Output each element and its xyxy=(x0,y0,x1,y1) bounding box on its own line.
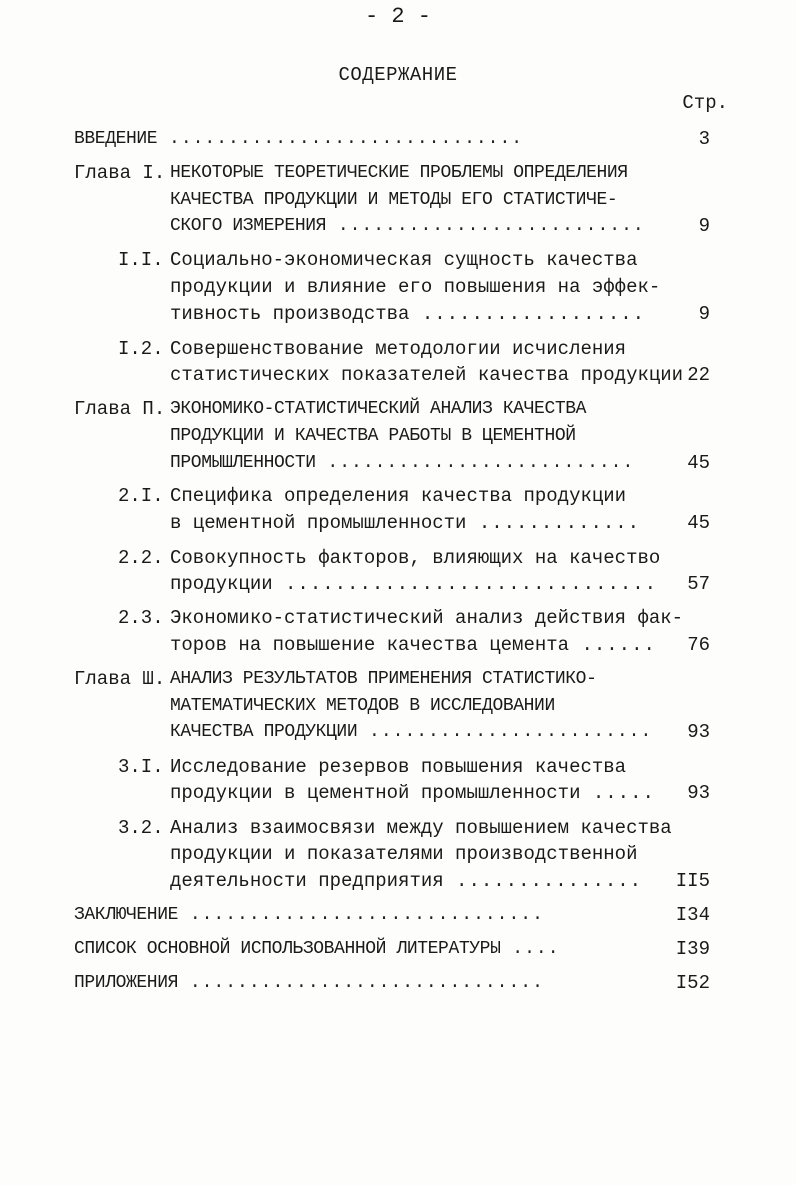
toc-number: Глава Ш. xyxy=(74,668,166,690)
toc-text xyxy=(170,247,637,274)
toc-page-number: 3 xyxy=(698,128,710,150)
toc-text-label: в цементной промышленности xyxy=(170,512,467,534)
toc-line xyxy=(0,213,796,240)
toc-line xyxy=(0,780,796,807)
toc-text-label: МАТЕМАТИЧЕСКИХ МЕТОДОВ В ИССЛЕДОВАНИИ xyxy=(170,696,555,716)
leader-dots: .............................. xyxy=(272,573,658,595)
toc-text-label: тивность производства xyxy=(170,303,410,325)
toc-number: 2.3. xyxy=(118,607,164,629)
toc-number: Глава I. xyxy=(74,162,166,184)
toc-page-number: 57 xyxy=(687,573,710,595)
toc-line xyxy=(0,815,796,842)
toc-text-label: продукции в цементной промышленности xyxy=(170,782,581,804)
toc-line xyxy=(0,187,796,214)
toc-line xyxy=(0,693,796,720)
toc-text xyxy=(170,423,576,450)
toc-page-number: I52 xyxy=(675,972,710,994)
toc-page-number: 76 xyxy=(687,634,710,656)
toc-line xyxy=(0,362,796,389)
toc-number: 3.I. xyxy=(118,756,164,778)
toc-text xyxy=(170,450,634,477)
toc-text-label: Специфика определения качества продукции xyxy=(170,485,627,507)
toc-line xyxy=(0,336,796,363)
toc-text-label: деятельности предприятия xyxy=(170,870,444,892)
leader-dots: .......................... xyxy=(326,216,645,236)
toc-text-label: Социально-экономическая сущность качества xyxy=(170,249,638,271)
toc-text xyxy=(170,632,656,659)
toc-number: 2.I. xyxy=(118,485,164,507)
toc-page-number: 93 xyxy=(687,721,710,743)
toc-text-label: ПРОДУКЦИИ И КАЧЕСТВА РАБОТЫ В ЦЕМЕНТНОЙ xyxy=(170,426,576,446)
toc-text-label: продукции и влияние его повышения на эффек- xyxy=(170,276,661,298)
toc-number: Глава П. xyxy=(74,398,166,420)
toc-text-label: Совершенствование методологии исчисления xyxy=(170,338,627,360)
toc-page-number: I39 xyxy=(675,938,710,960)
toc-text xyxy=(170,605,683,632)
leader-dots: .............................. xyxy=(178,905,544,925)
toc-text xyxy=(170,719,652,746)
toc-line xyxy=(0,666,796,693)
toc-text xyxy=(170,815,672,842)
toc-line xyxy=(0,126,796,153)
toc-text-label: КАЧЕСТВА ПРОДУКЦИИ И МЕТОДЫ ЕГО СТАТИСТИЧЕ- xyxy=(170,190,618,210)
leader-dots: ...... xyxy=(569,634,656,656)
toc-text-label: Совокупность факторов, влияющих на качество xyxy=(170,547,661,569)
toc-line xyxy=(0,450,796,477)
toc-text xyxy=(170,545,660,572)
toc-text xyxy=(74,970,544,997)
toc-line xyxy=(0,605,796,632)
leader-dots: ..... xyxy=(580,782,655,804)
toc-text-label: торов на повышение качества цемента xyxy=(170,634,570,656)
toc-text-label: СКОГО ИЗМЕРЕНИЯ xyxy=(170,216,327,236)
toc-line xyxy=(0,160,796,187)
toc-number: 3.2. xyxy=(118,817,164,839)
toc-line xyxy=(0,970,796,997)
toc-text-label: статистических показателей качества продукции xyxy=(170,364,684,386)
toc-text-label: ПРИЛОЖЕНИЯ xyxy=(74,973,179,993)
leader-dots: ........................ xyxy=(357,722,653,742)
toc-number: I.2. xyxy=(118,338,164,360)
toc-text-label: продукции xyxy=(170,573,273,595)
page-title: СОДЕРЖАНИЕ xyxy=(338,64,458,86)
toc-text xyxy=(170,362,683,389)
toc-line xyxy=(0,632,796,659)
leader-dots: .......................... xyxy=(315,453,635,473)
toc-text xyxy=(74,126,523,153)
toc-text-label: НЕКОТОРЫЕ ТЕОРЕТИЧЕСКИЕ ПРОБЛЕМЫ ОПРЕДЕЛЕНИЯ xyxy=(170,163,628,183)
toc-text-label: ЗАКЛЮЧЕНИЕ xyxy=(74,905,179,925)
page-number: - 2 - xyxy=(364,4,431,29)
toc-text-label: Исследование резервов повышения качества xyxy=(170,756,627,778)
leader-dots: ............... xyxy=(443,870,643,892)
toc-page-number: II5 xyxy=(675,870,710,892)
leader-dots: .............................. xyxy=(157,129,524,149)
toc-text-label: продукции и показателями производственной xyxy=(170,843,638,865)
toc-text xyxy=(170,396,586,423)
toc-page-number: 93 xyxy=(687,782,710,804)
leader-dots: .............................. xyxy=(178,973,544,993)
toc-text xyxy=(170,666,596,693)
toc-line xyxy=(0,571,796,598)
toc-text xyxy=(170,274,660,301)
toc-page-number: 22 xyxy=(687,364,710,386)
toc-text-label: Анализ взаимосвязи между повышением качества xyxy=(170,817,672,839)
toc-text xyxy=(170,841,637,868)
toc-text xyxy=(170,213,645,240)
toc-line xyxy=(0,510,796,537)
toc-line xyxy=(0,247,796,274)
toc-text xyxy=(170,187,617,214)
toc-text xyxy=(170,780,655,807)
leader-dots: .................. xyxy=(409,303,646,325)
toc-text xyxy=(170,336,626,363)
toc-text xyxy=(74,902,544,929)
toc-number: I.I. xyxy=(118,249,164,271)
toc-line xyxy=(0,841,796,868)
toc-number: 2.2. xyxy=(118,547,164,569)
toc-line xyxy=(0,396,796,423)
toc-text-label: ПРОМЫШЛЕННОСТИ xyxy=(170,453,316,473)
toc-line xyxy=(0,902,796,929)
toc-text-label: ВВЕДЕНИЕ xyxy=(74,129,158,149)
toc-text-label: Экономико-статистический анализ действия фак- xyxy=(170,607,684,629)
toc-line xyxy=(0,301,796,328)
toc-text-label: КАЧЕСТВА ПРОДУКЦИИ xyxy=(170,722,358,742)
toc-page-number: 45 xyxy=(687,452,710,474)
toc-line xyxy=(0,936,796,963)
toc-line xyxy=(0,545,796,572)
toc-page-number: 9 xyxy=(698,303,710,325)
toc-text xyxy=(170,693,555,720)
toc-text xyxy=(170,868,642,895)
toc-text-label: СПИСОК ОСНОВНОЙ ИСПОЛЬЗОВАННОЙ ЛИТЕРАТУРЫ xyxy=(74,939,501,959)
toc-text xyxy=(170,483,626,510)
leader-dots: ............. xyxy=(466,512,641,534)
toc-text xyxy=(170,571,657,598)
toc-text xyxy=(170,301,645,328)
toc-text-label: ЭКОНОМИКО-СТАТИСТИЧЕСКИЙ АНАЛИЗ КАЧЕСТВА xyxy=(170,399,587,419)
toc-line xyxy=(0,423,796,450)
toc-text xyxy=(170,754,626,781)
toc-text xyxy=(170,160,628,187)
leader-dots: .... xyxy=(500,939,560,959)
toc-page-number: I34 xyxy=(675,904,710,926)
toc-line xyxy=(0,274,796,301)
toc-page-number: 9 xyxy=(698,215,710,237)
toc-line xyxy=(0,868,796,895)
toc-text xyxy=(170,510,640,537)
page-column-header: Стр. xyxy=(682,92,728,114)
toc-text-label: АНАЛИЗ РЕЗУЛЬТАТОВ ПРИМЕНЕНИЯ СТАТИСТИКО- xyxy=(170,669,597,689)
toc-text xyxy=(74,936,560,963)
toc-line xyxy=(0,719,796,746)
toc-line xyxy=(0,483,796,510)
toc-page-number: 45 xyxy=(687,512,710,534)
toc-line xyxy=(0,754,796,781)
